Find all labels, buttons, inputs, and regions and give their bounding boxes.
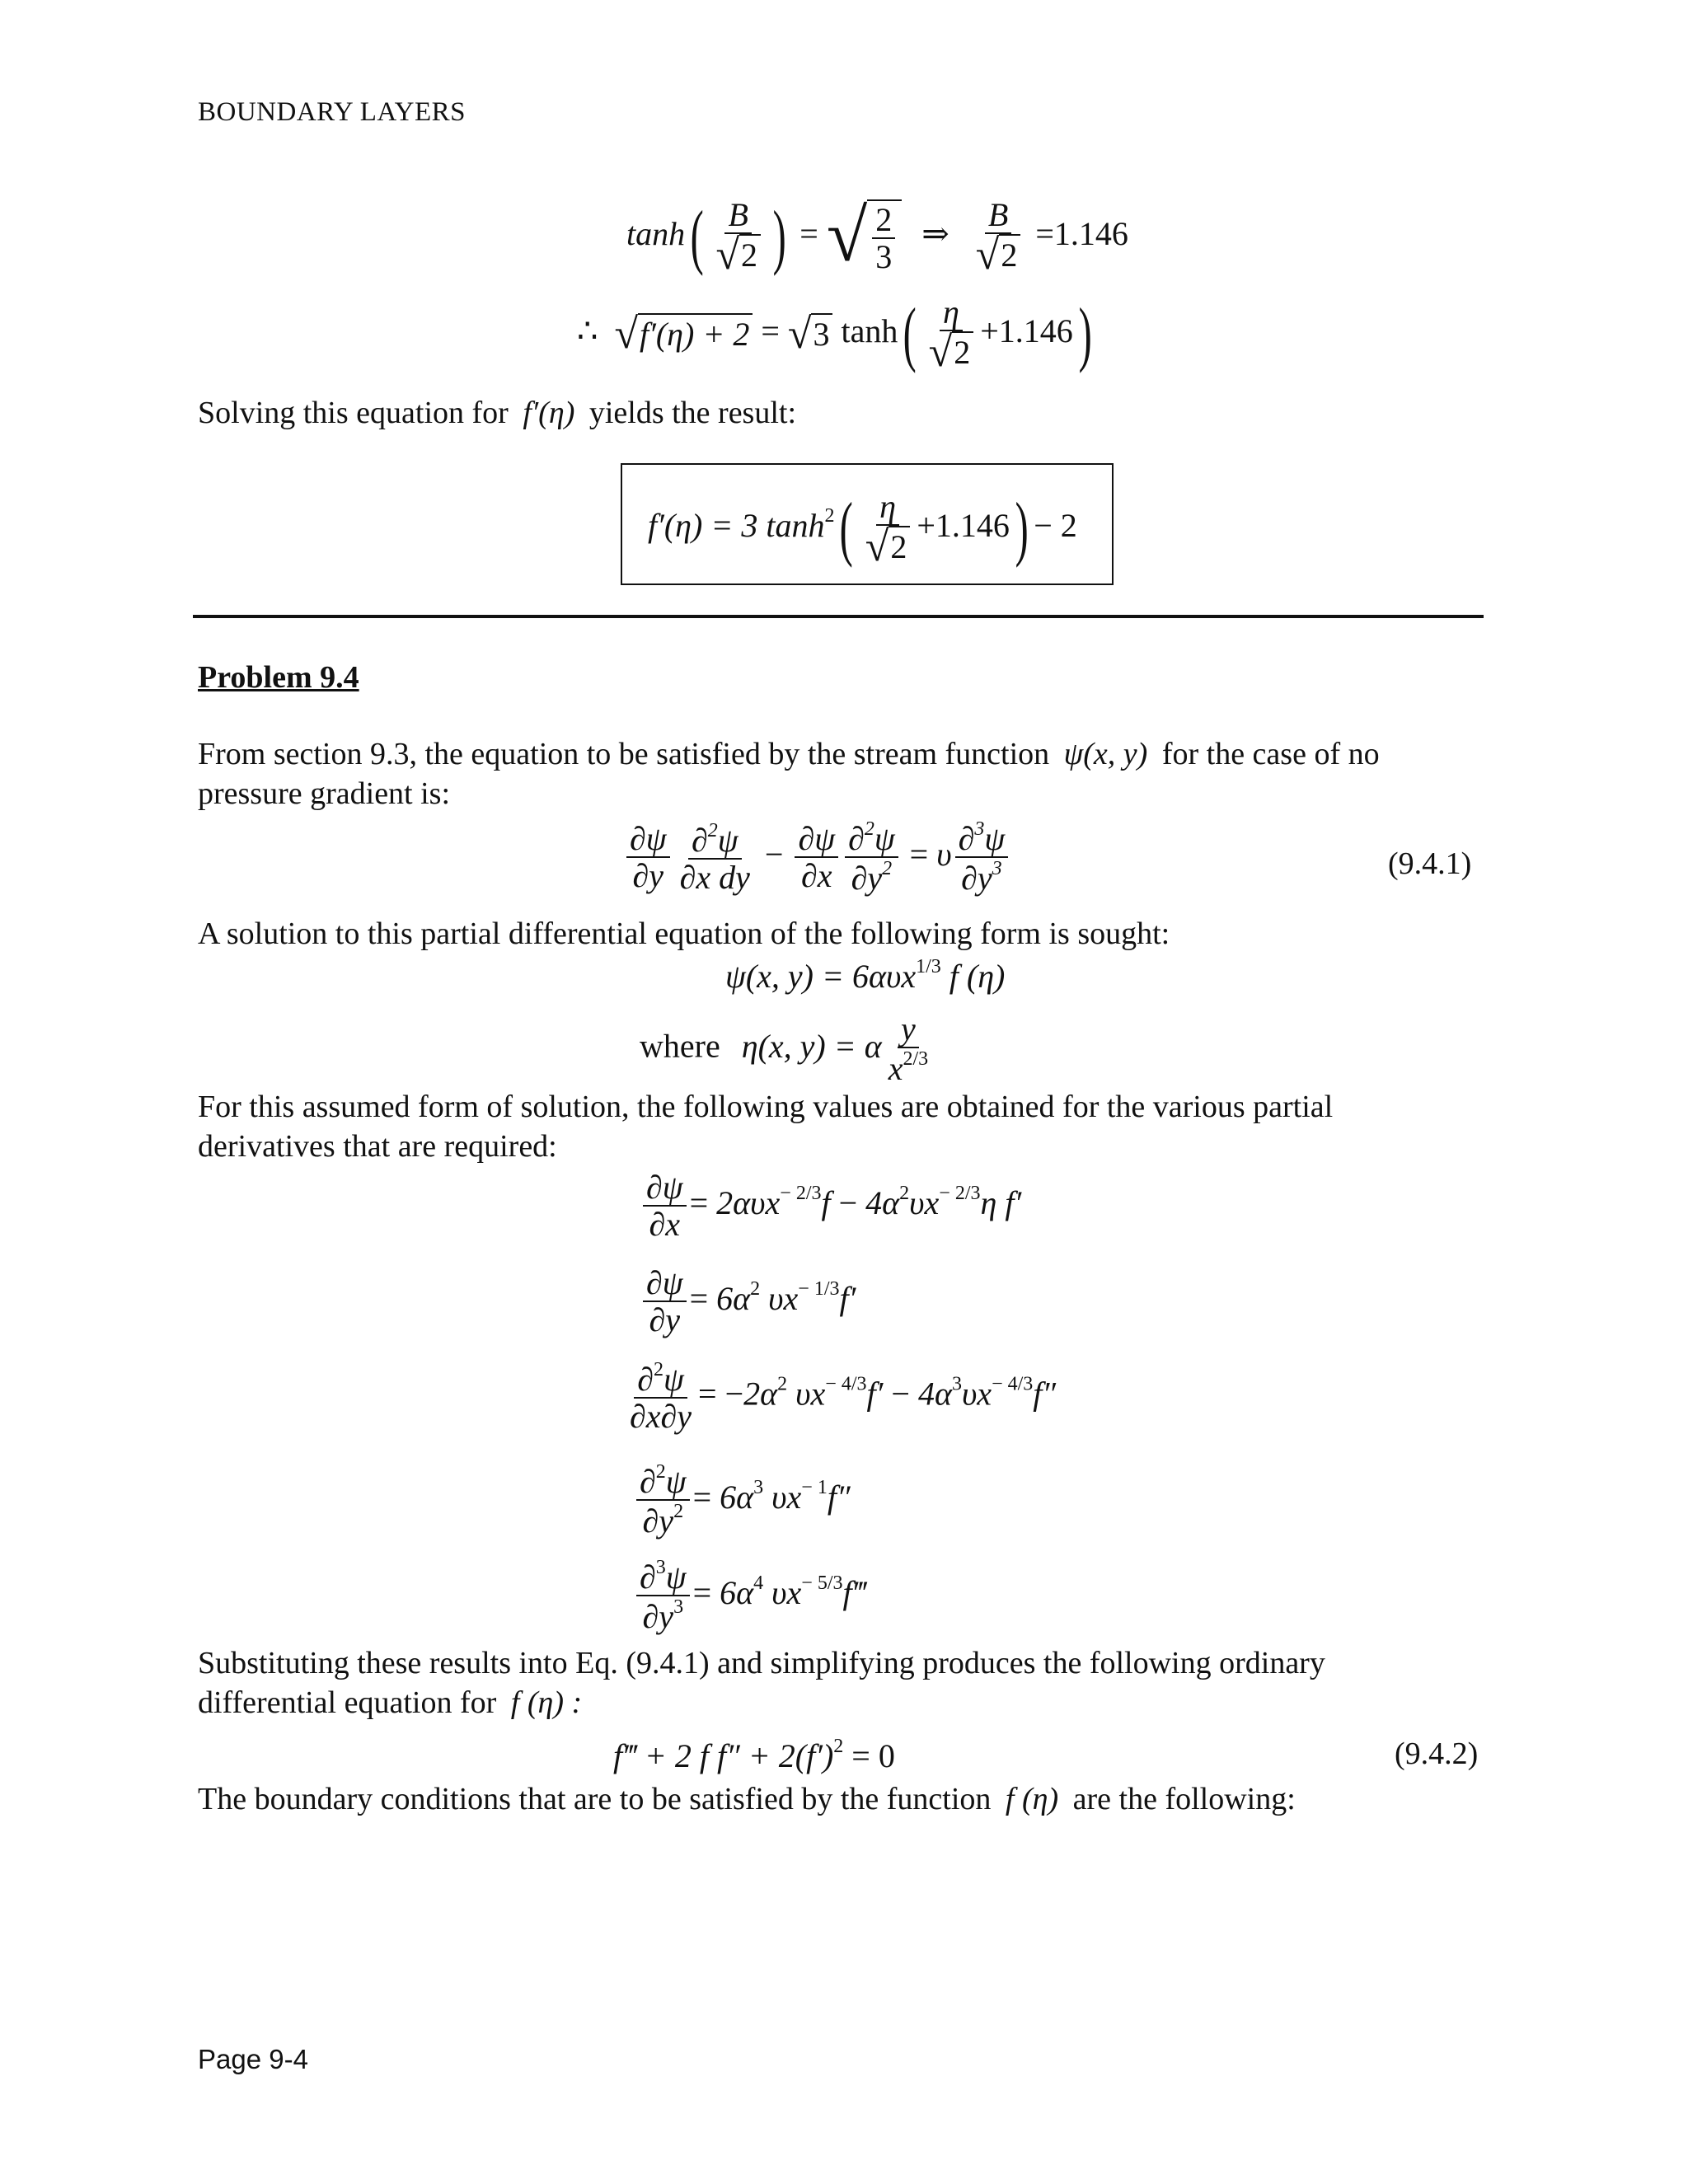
boxed-frac-eta: η [876,490,899,526]
deriv-dpsi-dx: $\frac{\partial\psi}{\partial x}$ = $2\alpha\upsilon x^{- 2/3}f - 4\alpha^2\upsilon x^{- 2/3}\eta$ f′ [640,1170,1021,1243]
subst-fvar: f (η) : [510,1685,583,1720]
sqrt-frac-den: 3 [875,238,893,275]
sqrt-2b: 2 [999,234,1020,277]
subst-line2-pre: differential equation for [198,1685,497,1720]
solving-post: yields the result: [588,396,797,430]
deriv-d2psi-dxdy: $\frac{\partial^2\psi}{\partial x\partial y}$ = $-2\alpha^2$ $\upsilon x^{- 4/3}f' - 4\alpha^3\upsilon x^{- 4/3}f''$ [630,1359,1057,1435]
paragraph-intro [198,735,1380,813]
boxed-minus: − 2 [1034,507,1077,545]
deriv-d2psi-dy2: $\frac{\partial^2\psi}{\partial y^2}$ = $6\alpha^3$ $\upsilon x^{- 1}f''$ [633,1462,851,1540]
solution-form [725,956,1005,996]
subst-line1: Substituting these results into Eq. (9.4.1) and simplifying produces the following ordinary [198,1646,1325,1680]
boxed-equation: f′(η) = 3 $\tanh^2$( η √ 2 +1.146) − 2 [648,488,1077,570]
intro-line1-post: for the case of no [1161,737,1380,771]
eta-den: x [888,1050,903,1087]
sol-form: ψ(x, y) = 6αυx [725,958,917,995]
assumed-line1: For this assumed form of solution, the following values are obtained for the various partial [198,1090,1334,1124]
page-footer: Page 9-4 [198,2044,308,2074]
sqrt-2: 2 [739,234,761,277]
eta-def: η(x, y) = α [741,1027,882,1065]
equation-942 [613,1736,895,1775]
eq-941-label: (9.4.1) [1388,846,1472,881]
paragraph-assumed [198,1088,1333,1166]
eq-942-label: (9.4.2) [1395,1736,1479,1771]
intro-line1-pre: From section 9.3, the equation to be satisfied by the stream function [198,737,1050,771]
frac-num-eta: η [940,295,963,331]
tanh-label: tanh [626,215,686,253]
boxed-sqrt-2: 2 [889,526,910,569]
tanh-label-2: tanh [841,312,898,350]
eq942-lhs: f‴ + 2 f f″ + 2(f′) [613,1737,834,1774]
eq942-rhs: = 0 [851,1737,895,1774]
paragraph-boundary [198,1780,1296,1820]
deriv-dpsi-dy: $\frac{\partial\psi}{\partial y}$ = $6\alpha^2$ $\upsilon x^{- 1/3}f'$ [640,1266,856,1338]
boxed-squared: 2 [824,505,835,527]
eta-exp: 2/3 [903,1048,929,1070]
boundary-post: are the following: [1072,1782,1296,1816]
intro-line2: pressure gradient is: [198,776,451,811]
paragraph-substituting [198,1644,1325,1722]
sqrt-3: 3 [811,313,832,356]
solving-pre: Solving this equation for [198,396,509,430]
solving-var: f′(η) [523,396,575,430]
frac-num-B: B [724,198,751,234]
psi-xy: ψ(x, y) [1063,737,1148,771]
boxed-lhs: f′(η) = 3 tanh [648,507,825,545]
deriv-d3psi-dy3: $\frac{\partial^3\psi}{\partial y^3}$ = $6\alpha^4$ $\upsilon x^{- 5/3}f‴$ [633,1558,865,1635]
result-1146: =1.146 [1035,215,1128,253]
paragraph-solution: A solution to this partial differential equation of the following form is sought: [198,916,1170,951]
sol-exp: 1/3 [916,956,941,977]
problem-title: Problem 9.4 [198,660,359,695]
section-divider [193,615,1484,618]
boundary-pre: The boundary conditions that are to be satisfied by the function [198,1782,992,1816]
solving-sentence [198,394,796,434]
where-label: where [640,1027,720,1065]
implies-arrow: ⇒ [921,215,950,253]
plus-1146: +1.146 [980,312,1073,350]
boxed-plus: +1.146 [917,507,1010,545]
running-header: BOUNDARY LAYERS [198,97,467,127]
sqrt-fprime-plus-2: f′(η) + 2 [638,313,753,356]
frac-num-B2: B [985,198,1011,234]
therefore-symbol: ∴ [577,312,598,350]
equation-therefore: ∴ √ f′(η) + 2 = √ 3 tanh( η √ 2 +1.146) [577,293,1092,376]
eta-definition [640,1012,935,1087]
boundary-f: f (η) [1005,1782,1059,1816]
eta-num: y [898,1012,919,1048]
equation-941: $\frac{\partial\psi}{\partial y}$ $\frac{\partial^2\psi}{\text{∂x dy}}$ − $\frac{\partial\psi}{\partial x}$ $\frac{\partial^2\psi}{\partial y^2}$ = υ $\frac{\partial^3\psi}{\partial y^3}$ [623,819,1011,897]
sol-f: f (η) [949,958,1006,995]
sqrt-frac-num: 2 [872,203,895,239]
equals-sign-2: = [761,312,780,350]
equals-sign: = [799,215,818,253]
eq942-exp: 2 [833,1736,844,1757]
sqrt-2c: 2 [952,331,973,374]
equation-tanh-B: tanh( B √ 2 ) = √ $\frac{2}{3}$ ⇒ B √ 2 =1.146 [626,195,1128,279]
assumed-line2: derivatives that are required: [198,1128,557,1164]
